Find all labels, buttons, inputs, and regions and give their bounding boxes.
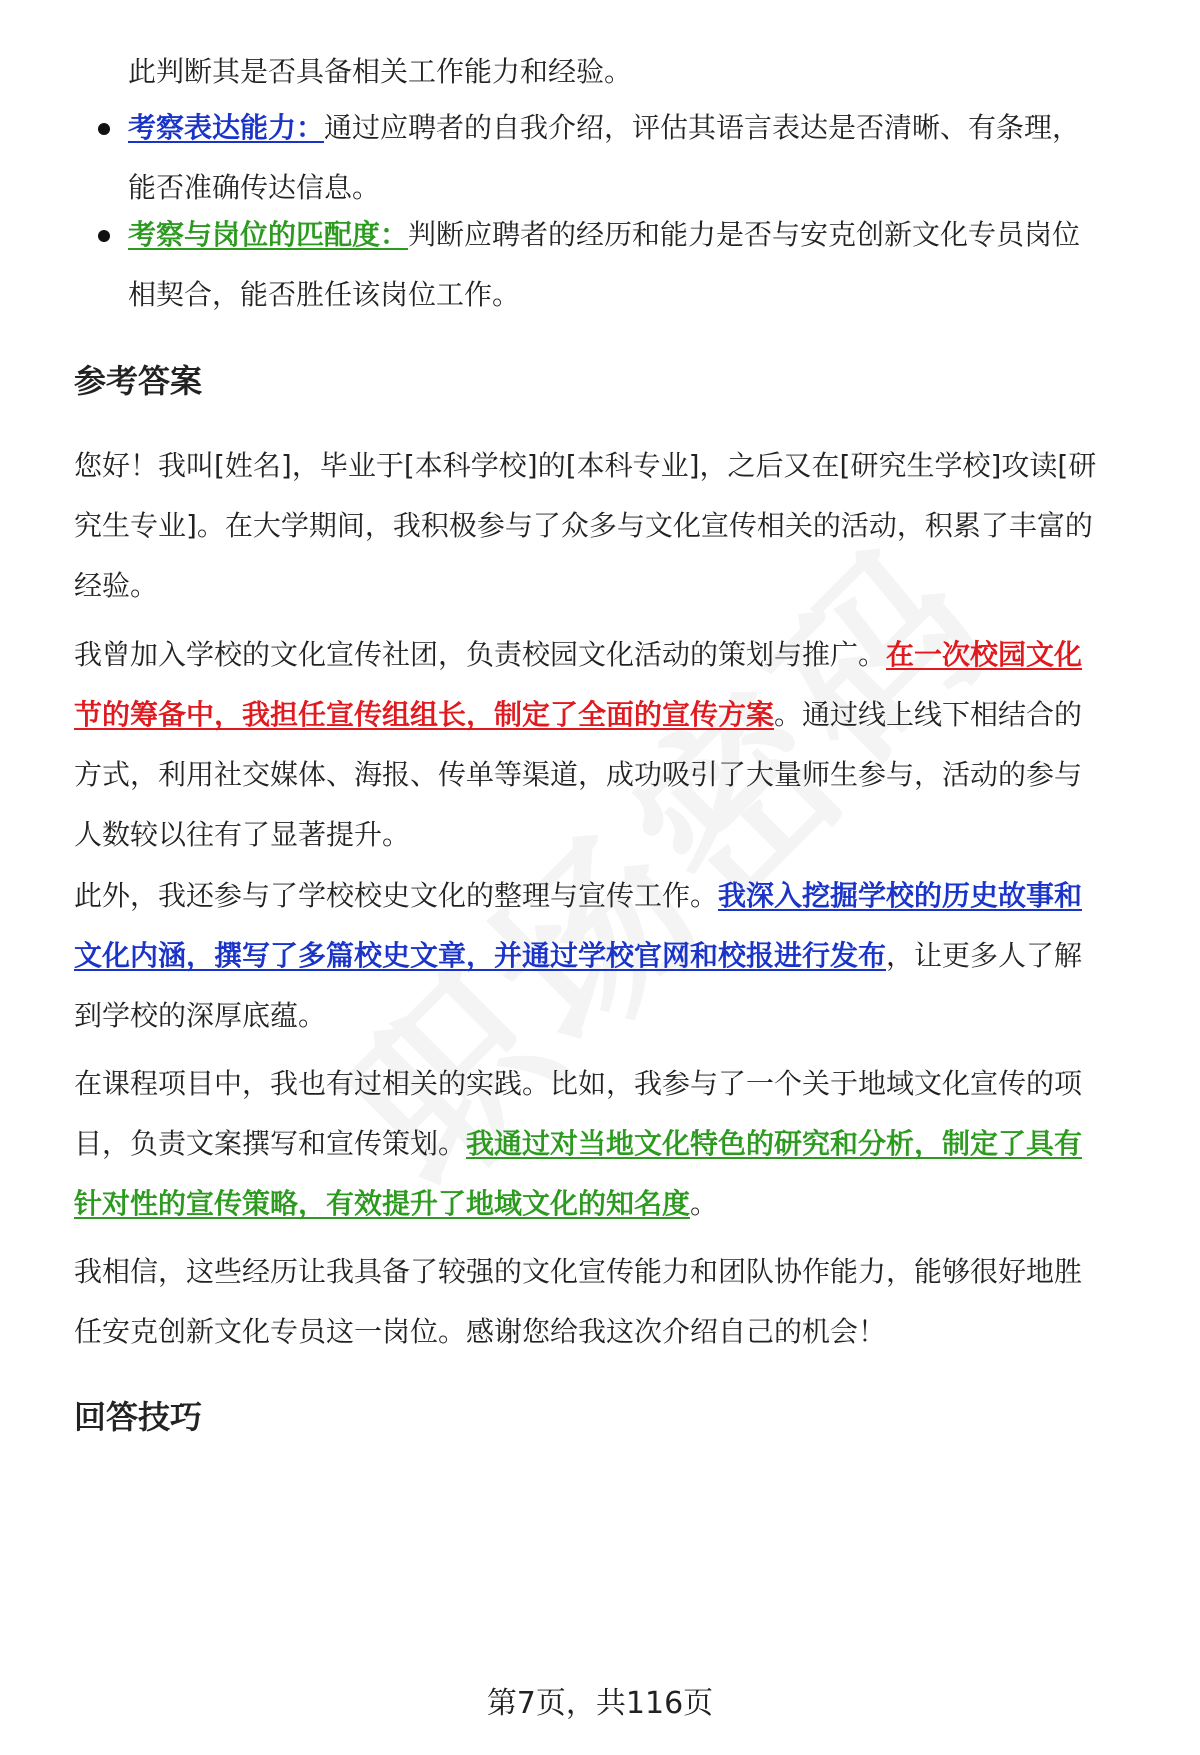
bullet-text-cont: 相契合，能否胜任该岗位工作。: [128, 278, 521, 311]
bullet-dot: [98, 230, 110, 242]
highlight-blue: 文化内涵，撰写了多篇校史文章，并通过学校官网和校报进行发布: [74, 939, 887, 972]
bullet-dot: [98, 123, 110, 135]
continuation-line: 此判断其是否具备相关工作能力和经验。: [128, 55, 633, 88]
highlight-red: 节的筹备中，我担任宣传组组长，制定了全面的宣传方案: [74, 698, 775, 731]
bullet-item-fit: [74, 205, 1160, 325]
bullet-text: 判断应聘者的经历和能力是否与安克创新文化专员岗位: [408, 218, 1081, 251]
answer-paragraph-1: 您好！我叫[姓名]，毕业于[本科学校]的[本科专业]，之后又在[研究生学校]攻读[研 究生专业]。在大学期间，我积极参与了众多与文化宣传相关的活动，积累了丰富的 经验。: [74, 449, 1097, 602]
answer-paragraph-3: 此外，我还参与了学校校史文化的整理与宣传工作。我深入挖掘学校的历史故事和 文化内涵，撰写了多篇校史文章，并通过学校官网和校报进行发布，让更多人了解 到学校的深厚底蕴。: [74, 879, 1083, 1032]
answer-paragraph-4: 在课程项目中，我也有过相关的实践。比如，我参与了一个关于地域文化宣传的项 目，负责文案撰写和宣传策划。我通过对当地文化特色的研究和分析，制定了具有 针对性的宣传策略，有效提升了地域文化的知名度。: [74, 1067, 1083, 1220]
bullet-item-expression: [74, 98, 1160, 218]
page-number-footer: 第7页，共116页: [486, 1686, 714, 1721]
highlight-red: 在一次校园文化: [886, 638, 1083, 671]
section-heading-answer-tips: 回答技巧: [74, 1398, 203, 1436]
bullet-text: 通过应聘者的自我介绍，评估其语言表达是否清晰、有条理，: [324, 111, 1081, 144]
highlight-green: 针对性的宣传策略，有效提升了地域文化的知名度: [74, 1187, 691, 1220]
answer-paragraph-2: 我曾加入学校的文化宣传社团，负责校园文化活动的策划与推广。在一次校园文化 节的筹备中，我担任宣传组组长，制定了全面的宣传方案。通过线上线下相结合的 方式，利用社交媒体、海报、传单等渠道，成功吸引了大量师生参与，活动的参与 人数较以往有了显著提升。: [74, 638, 1083, 851]
answer-paragraph-5: 我相信，这些经历让我具备了较强的文化宣传能力和团队协作能力，能够很好地胜 任安克创新文化专员这一岗位。感谢您给我这次介绍自己的机会！: [74, 1255, 1083, 1348]
bullet-label: 考察表达能力：: [128, 111, 325, 144]
section-heading-reference-answer: 参考答案: [74, 362, 203, 400]
bullet-text-cont: 能否准确传达信息。: [128, 171, 381, 204]
bullet-label: 考察与岗位的匹配度：: [128, 218, 409, 251]
highlight-blue: 我深入挖掘学校的历史故事和: [718, 879, 1083, 912]
highlight-green: 我通过对当地文化特色的研究和分析，制定了具有: [466, 1127, 1083, 1160]
